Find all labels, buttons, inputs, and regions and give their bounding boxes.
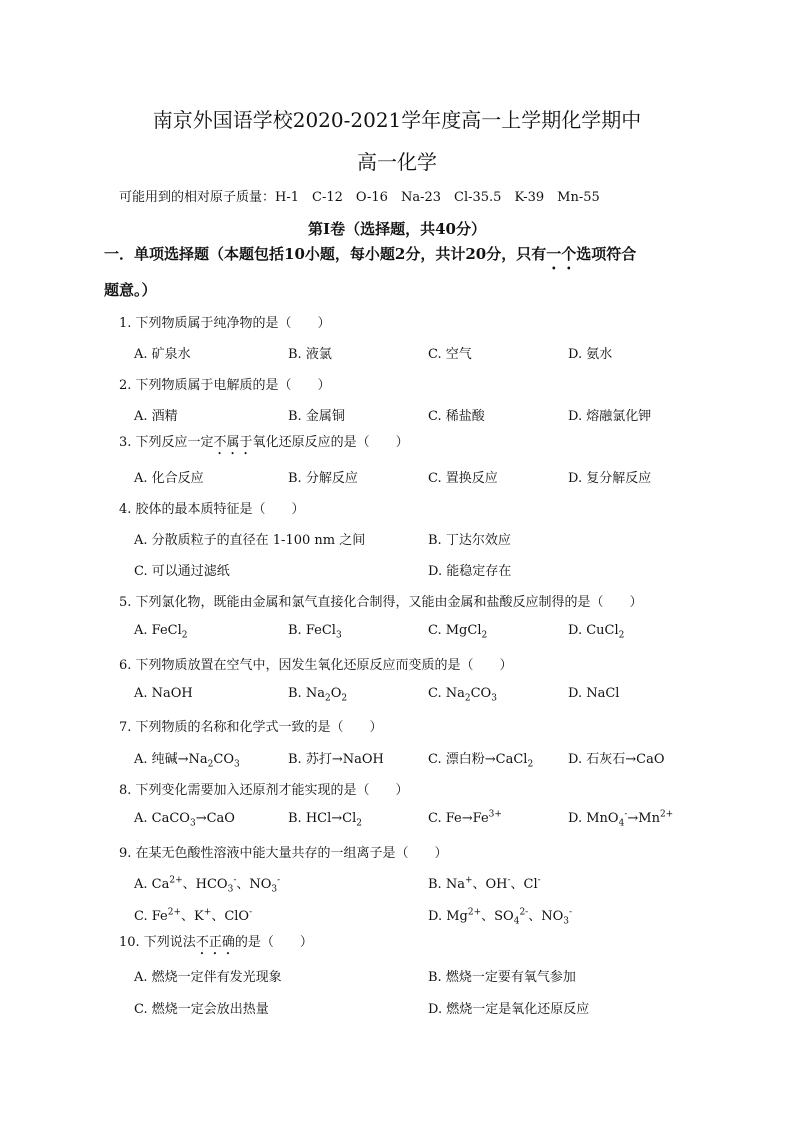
option-b: B. 苏打→NaOH [288,752,384,767]
option-d: D. 熔融氯化钾 [568,409,652,424]
option-d: D. $Mg^{2+}$、$SO_4^{2-}$、$NO_3^-$ [428,907,573,927]
option-d: D. $MnO_4^-\to Mn^{2+}$ [568,809,674,829]
option-c: C. 置换反应 [428,471,498,486]
option-a: A. 矿泉水 [134,347,191,362]
option-d: D. 燃烧一定是氧化还原反应 [428,1002,590,1017]
option-a: A. 燃烧一定伴有发光现象 [134,970,282,985]
option-c: C. 燃烧一定会放出热量 [134,1002,269,1017]
question-stem: 9. 在某无色酸性溶液中能大量共存的一组离子是（ ） [119,846,448,861]
option-c: C. 漂白粉→CaCl$_2$ [428,752,534,770]
option-d: D. 石灰石→CaO [568,752,665,767]
question-stem: 5. 下列氯化物，既能由金属和氯气直接化合制得，又能由金属和盐酸反应制得的是（ ） [119,595,643,610]
part-heading: 一．单项选择题（本题包括10小题，每小题2分，共计20分，只有一个选项符合 [104,245,637,263]
option-b: B. $HCl\to Cl_2$ [288,811,362,829]
option-b: B. Na+、OH-、Cl- [428,875,541,892]
option-c: C. $Fe^{2+}$、K+、ClO- [134,907,253,924]
part-heading-cont: 题意。） [104,281,157,299]
question-stem: 4. 胶体的最本质特征是（ ） [119,502,305,517]
question-stem: 6. 下列物质放置在空气中，因发生氧化还原反应而变质的是（ ） [119,658,513,673]
option-b: B. 分解反应 [288,471,358,486]
option-c: C. 空气 [428,347,472,362]
option-c: C. $Fe\to Fe^{3+}$ [428,809,502,826]
question-stem: 8. 下列变化需要加入还原剂才能实现的是（ ） [119,783,409,798]
question-stem: 7. 下列物质的名称和化学式一致的是（ ） [119,720,383,735]
option-c: C. $Na_2CO_3$ [428,686,497,704]
option-a: A. 分散质粒子的直径在 1-100 nm 之间 [134,533,366,548]
option-b: B. 液氯 [288,347,332,362]
atomic-masses: 可能用到的相对原子质量：H-1 C-12 O-16 Na-23 Cl-35.5 K-39 Mn-55 [119,190,600,205]
option-a: A. $Ca^{2+}$、$HCO_3^-$、$NO_3^-$ [134,875,281,895]
page-subtitle: 高一化学 [357,150,437,174]
option-b: B. $Na_2O_2$ [288,686,348,704]
section-title: 第Ⅰ卷（选择题，共40分） [308,220,486,238]
option-d: D. 氨水 [568,347,613,362]
option-a: A. 酒精 [134,409,178,424]
question-stem: 3. 下列反应一定不属于氧化还原反应的是（ ） [119,435,409,450]
option-b: B. 金属铜 [288,409,345,424]
option-b: B. 燃烧一定要有氧气参加 [428,970,576,985]
option-a: A. FeCl$_2$ [134,623,188,641]
option-c: C. 可以通过滤纸 [134,564,230,579]
option-d: D. NaCl [568,686,620,701]
option-a: A. CaCO$_3$→CaO [134,811,235,829]
option-a: A. NaOH [134,686,193,701]
option-c: C. 稀盐酸 [428,409,485,424]
question-stem: 2. 下列物质属于电解质的是（ ） [119,378,331,393]
page-title: 南京外国语学校2020-2021学年度高一上学期化学期中 [152,108,642,132]
option-c: C. MgCl$_2$ [428,623,488,641]
option-b: B. 丁达尔效应 [428,533,511,548]
question-stem: 1. 下列物质属于纯净物的是（ ） [119,316,331,331]
option-d: D. 能稳定存在 [428,564,512,579]
option-a: A. 化合反应 [134,471,204,486]
option-a: A. 纯碱$\to Na_2CO_3$ [134,752,240,770]
question-stem: 10. 下列说法不正确的是（ ） [119,935,313,950]
option-d: D. 复分解反应 [568,471,652,486]
option-d: D. CuCl$_2$ [568,623,625,641]
option-b: B. FeCl$_3$ [288,623,342,641]
